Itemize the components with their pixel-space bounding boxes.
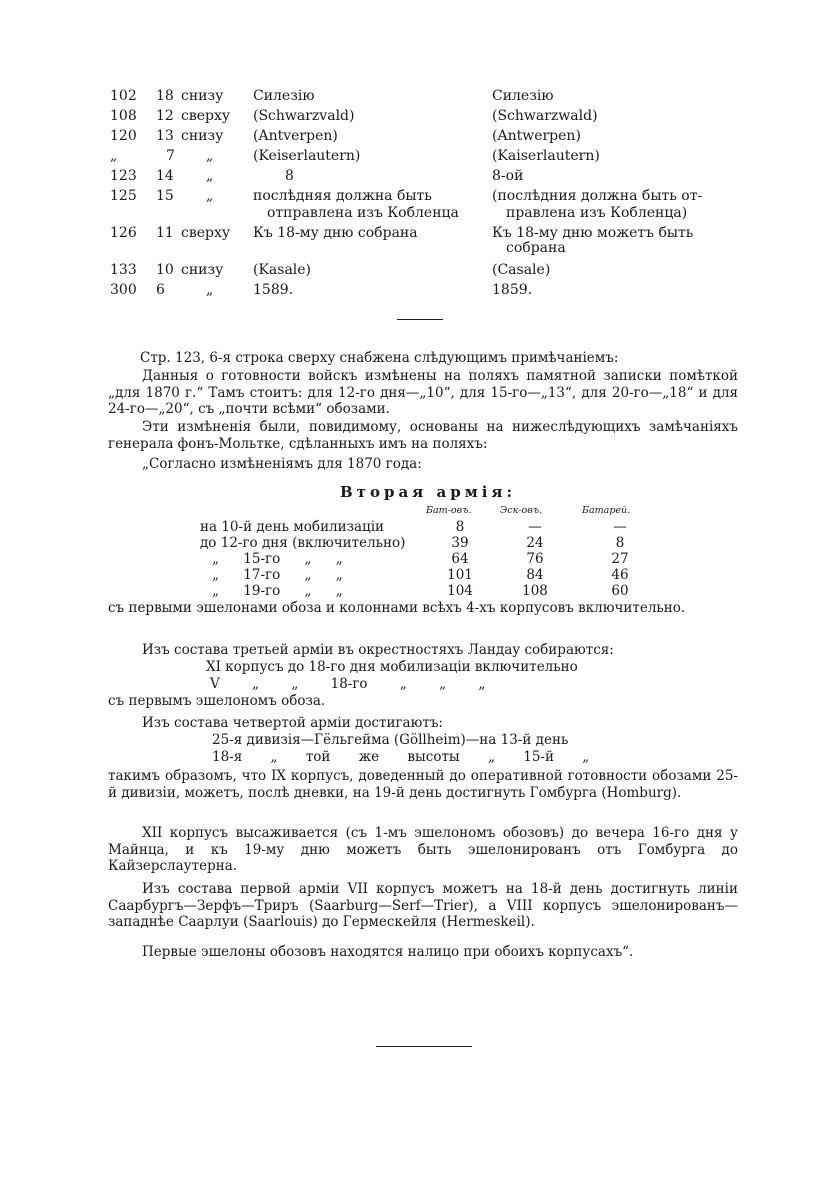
army-table-row: „ 19-го „ „ 104 108 60	[212, 583, 629, 599]
errata-correct: (Antwerpen)	[492, 128, 581, 144]
errata-line: 7	[166, 148, 175, 164]
army-table-note: съ первыми эшелонами обоза и колоннами всѣхъ 4-хъ корпусовъ включительно.	[108, 600, 686, 616]
header-squadrons: Эск-овъ.	[500, 505, 543, 516]
errata-direction: „	[206, 188, 214, 204]
errata-page: 133	[110, 262, 137, 278]
errata-line: 15	[156, 188, 174, 204]
errata-correct: (послѣдния должна быть от-	[492, 188, 703, 204]
errata-page: 125	[110, 188, 137, 204]
army-table-row: до 12-го дня (включительно) 39 24 8	[200, 535, 625, 551]
errata-row	[110, 148, 750, 168]
errata-correct: (Casale)	[492, 262, 551, 278]
errata-page: 126	[110, 225, 137, 241]
errata-line: 12	[156, 108, 174, 124]
fourth-army-note: такимъ образомъ, что IX корпусъ, доведенный до оперативной готовности обозами 25-й дивизіи, можетъ, послѣ дневки, на 19-й день достигнуть Гомбурга (Homburg).	[108, 768, 738, 801]
errata-page: 102	[110, 88, 137, 104]
note-paragraph: Данныя о готовности войскъ измѣнены на поляхъ памятной записки помѣткой „для 1870 г.“ Тамъ стоитъ: для 12-го дня—„10“, для 15-го—„13“, для 20-го—„18“ и для 24-го—„20“, съ „почти всѣми“ обозами.	[108, 368, 738, 417]
fourth-army-line: 25-я дивизія—Гёльгейма (Göllheim)—на 13-й день	[212, 732, 569, 748]
errata-wrong: 8	[285, 168, 294, 184]
fourth-army-line: 18-я „ той же высоты „ 15-й „	[212, 749, 590, 765]
errata-row	[110, 88, 750, 108]
header-batteries: Батарей.	[582, 505, 631, 516]
army-table-row: „ 17-го „ „ 101 84 46	[212, 567, 629, 583]
errata-page: 108	[110, 108, 137, 124]
errata-wrong: 1589.	[253, 282, 294, 298]
errata-direction: „	[206, 168, 214, 184]
errata-row	[110, 262, 750, 282]
errata-page: 123	[110, 168, 137, 184]
errata-wrong-cont: отправлена изъ Кобленца	[267, 205, 459, 221]
note-paragraph: Эти измѣненія были, повидимому, основаны на нижеслѣдующихъ замѣчаніяхъ генерала фонъ-Мольтке, сдѣланныхъ имъ на поляхъ:	[108, 419, 738, 452]
errata-line: 13	[156, 128, 174, 144]
errata-wrong: Силезію	[253, 88, 315, 104]
errata-row	[110, 168, 750, 188]
note-paragraph: „Согласно измѣненіямъ для 1870 года:	[142, 456, 422, 472]
first-army-paragraph: Изъ состава первой арміи VII корпусъ можетъ на 18-й день достигнуть линіи Саарбургъ—Зерфъ—Триръ (Saarburg—Serf—Trier), а VIII корпусъ эшелонированъ—западнѣе Саарлуи (Saarlouis) до Гермескейля (Hermeskeil).	[108, 881, 738, 930]
errata-row	[110, 225, 750, 262]
errata-row	[110, 282, 750, 302]
errata-direction: снизу	[181, 128, 224, 144]
errata-page: 300	[110, 282, 137, 298]
fourth-army-intro: Изъ состава четвертой арміи достигаютъ:	[142, 715, 443, 731]
errata-line: 6	[156, 282, 165, 298]
xii-corps-paragraph: XII корпусъ высаживается (съ 1-мъ эшелономъ обозовъ) до вечера 16-го дня у Майнца, и къ 19-му дню можетъ быть эшелонированъ отъ Гомбурга до Кайзерслаутерна.	[108, 825, 738, 874]
errata-correct: (Schwarzwald)	[492, 108, 598, 124]
errata-wrong: (Antverpen)	[253, 128, 338, 144]
army-table-row: на 10-й день мобилизаціи 8 — —	[200, 519, 627, 535]
errata-correct: (Kaiserlautern)	[492, 148, 600, 164]
third-army-line: съ первымъ эшелономъ обоза.	[108, 693, 326, 709]
header-battalions: Бат-овъ.	[426, 505, 472, 516]
errata-row	[110, 108, 750, 128]
errata-direction: „	[206, 148, 214, 164]
end-divider	[376, 1046, 472, 1047]
errata-line: 18	[156, 88, 174, 104]
errata-direction: снизу	[181, 88, 224, 104]
errata-correct-cont: правлена изъ Кобленца)	[506, 205, 688, 221]
army-table	[200, 503, 660, 599]
section-divider	[397, 319, 443, 320]
errata-line: 10	[156, 262, 174, 278]
army-heading: Вторая армія:	[340, 483, 517, 501]
third-army-intro: Изъ состава третьей арміи въ окрестностяхъ Ландау собираются:	[142, 642, 614, 658]
errata-page: 120	[110, 128, 137, 144]
errata-row	[110, 188, 750, 225]
errata-direction: „	[206, 282, 214, 298]
errata-wrong: (Schwarzvald)	[253, 108, 355, 124]
errata-direction: сверху	[181, 225, 231, 241]
errata-wrong: (Kasale)	[253, 262, 312, 278]
errata-table	[110, 88, 750, 302]
errata-correct: 8-ой	[492, 168, 524, 184]
errata-correct-cont: собрана	[506, 240, 566, 256]
army-table-row: „ 15-го „ „ 64 76 27	[212, 551, 629, 567]
third-army-line: XI корпусъ до 18-го дня мобилизаціи включительно	[206, 659, 578, 675]
errata-wrong: (Keiserlautern)	[253, 148, 361, 164]
army-table-header	[200, 503, 660, 519]
third-army-line: V „ „ 18-го „ „ „	[210, 676, 486, 692]
errata-line: 14	[156, 168, 174, 184]
errata-correct: 1859.	[492, 282, 533, 298]
errata-direction: сверху	[181, 108, 231, 124]
errata-correct: Силезію	[492, 88, 554, 104]
errata-direction: снизу	[181, 262, 224, 278]
errata-page: „	[110, 148, 118, 164]
errata-wrong: Къ 18-му дню собрана	[253, 225, 418, 241]
errata-wrong: послѣдняя должна быть	[253, 188, 432, 204]
final-paragraph: Первые эшелоны обозовъ находятся налицо при обоихъ корпусахъ“.	[142, 944, 634, 960]
errata-correct: Къ 18-му дню можетъ быть	[492, 225, 694, 241]
errata-line: 11	[156, 225, 174, 241]
note-intro: Стр. 123, 6-я строка сверху снабжена слѣдующимъ примѣчаніемъ:	[140, 350, 619, 366]
errata-row	[110, 128, 750, 148]
